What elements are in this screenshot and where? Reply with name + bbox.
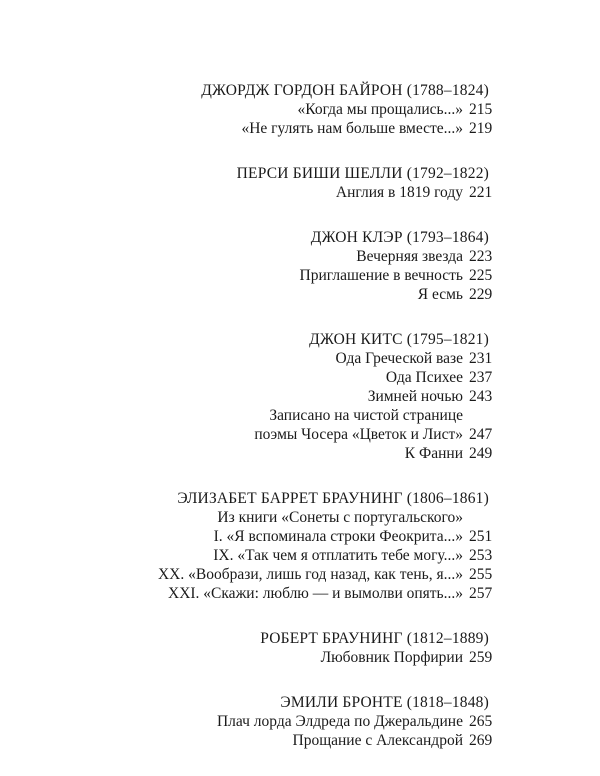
toc-entry — [0, 712, 600, 731]
entry-title: Записано на чистой странице — [269, 407, 463, 424]
entry-page-number: 219 — [469, 120, 493, 137]
author-heading: ЭМИЛИ БРОНТЕ (1818–1848) — [280, 694, 489, 711]
entry-title: поэмы Чосера «Цветок и Лист» — [254, 426, 463, 443]
toc-entry — [0, 349, 600, 368]
author-section — [0, 629, 600, 667]
toc-entry — [0, 100, 600, 119]
author-heading: ДЖОН КЛЭР (1793–1864) — [310, 229, 489, 246]
entry-title: Зимней ночью — [367, 388, 463, 405]
toc-entry — [0, 247, 600, 266]
author-section — [0, 164, 600, 202]
entry-page-number: 257 — [469, 585, 493, 602]
entry-title: Любовник Порфирии — [320, 649, 463, 666]
author-heading: ДЖОРДЖ ГОРДОН БАЙРОН (1788–1824) — [201, 82, 489, 99]
author-heading: ПЕРСИ БИШИ ШЕЛЛИ (1792–1822) — [236, 165, 489, 182]
entry-title: «Не гулять нам больше вместе...» — [241, 120, 463, 137]
entry-title: Ода Греческой вазе — [335, 350, 463, 367]
entry-title: Вечерняя звезда — [356, 248, 463, 265]
toc-entry — [0, 584, 600, 603]
entry-page-number: 259 — [469, 649, 493, 666]
entry-page-number: 237 — [469, 369, 493, 386]
toc-entry — [0, 546, 600, 565]
entry-page-number: 221 — [469, 184, 493, 201]
entry-title: Приглашение в вечность — [299, 267, 463, 284]
entry-title: Я есмь — [417, 286, 463, 303]
toc-entry — [0, 425, 600, 444]
author-heading: ЭЛИЗАБЕТ БАРРЕТ БРАУНИНГ (1806–1861) — [177, 490, 489, 507]
entry-page-number: 231 — [469, 350, 493, 367]
toc-entry — [0, 368, 600, 387]
table-of-contents — [0, 81, 600, 776]
author-section — [0, 693, 600, 750]
entry-title: I. «Я вспоминала строки Феокрита...» — [213, 528, 463, 545]
entry-title: Ода Психее — [385, 369, 463, 386]
toc-entry — [0, 387, 600, 406]
entry-page-number: 247 — [469, 426, 493, 443]
author-heading: РОБЕРТ БРАУНИНГ (1812–1889) — [260, 630, 489, 647]
toc-entry — [0, 406, 600, 425]
entry-title: Англия в 1819 году — [335, 184, 463, 201]
entry-page-number: 223 — [469, 248, 493, 265]
entry-page-number: 229 — [469, 286, 493, 303]
toc-entry — [0, 285, 600, 304]
toc-entry — [0, 444, 600, 463]
author-section — [0, 330, 600, 463]
entry-title: «Когда мы прощались...» — [297, 101, 463, 118]
entry-page-number: 243 — [469, 388, 493, 405]
entry-title: К Фанни — [404, 445, 463, 462]
author-heading: ДЖОН КИТС (1795–1821) — [309, 331, 489, 348]
entry-page-number: 269 — [469, 732, 493, 749]
entry-page-number: 215 — [469, 101, 493, 118]
author-section — [0, 489, 600, 603]
entry-page-number: 265 — [469, 713, 493, 730]
entry-title: Плач лорда Элдреда по Джеральдине — [216, 713, 463, 730]
toc-entry — [0, 648, 600, 667]
entry-page-number: 249 — [469, 445, 493, 462]
toc-entry — [0, 508, 600, 527]
toc-entry — [0, 119, 600, 138]
entry-title: Прощание с Александрой — [292, 732, 463, 749]
author-section — [0, 81, 600, 138]
toc-entry — [0, 266, 600, 285]
entry-page-number: 253 — [469, 547, 493, 564]
entry-page-number: 251 — [469, 528, 493, 545]
toc-entry — [0, 565, 600, 584]
entry-title: IX. «Так чем я отплатить тебе могу...» — [213, 547, 463, 564]
toc-entry — [0, 183, 600, 202]
entry-title: XX. «Вообрази, лишь год назад, как тень, я...» — [157, 566, 463, 583]
entry-page-number: 255 — [469, 566, 493, 583]
entry-page-number: 225 — [469, 267, 493, 284]
author-section — [0, 228, 600, 304]
entry-title: Из книги «Сонеты с португальского» — [217, 509, 463, 526]
toc-entry — [0, 731, 600, 750]
entry-title: XXI. «Скажи: люблю — и вымолви опять...» — [168, 585, 463, 602]
toc-entry — [0, 527, 600, 546]
